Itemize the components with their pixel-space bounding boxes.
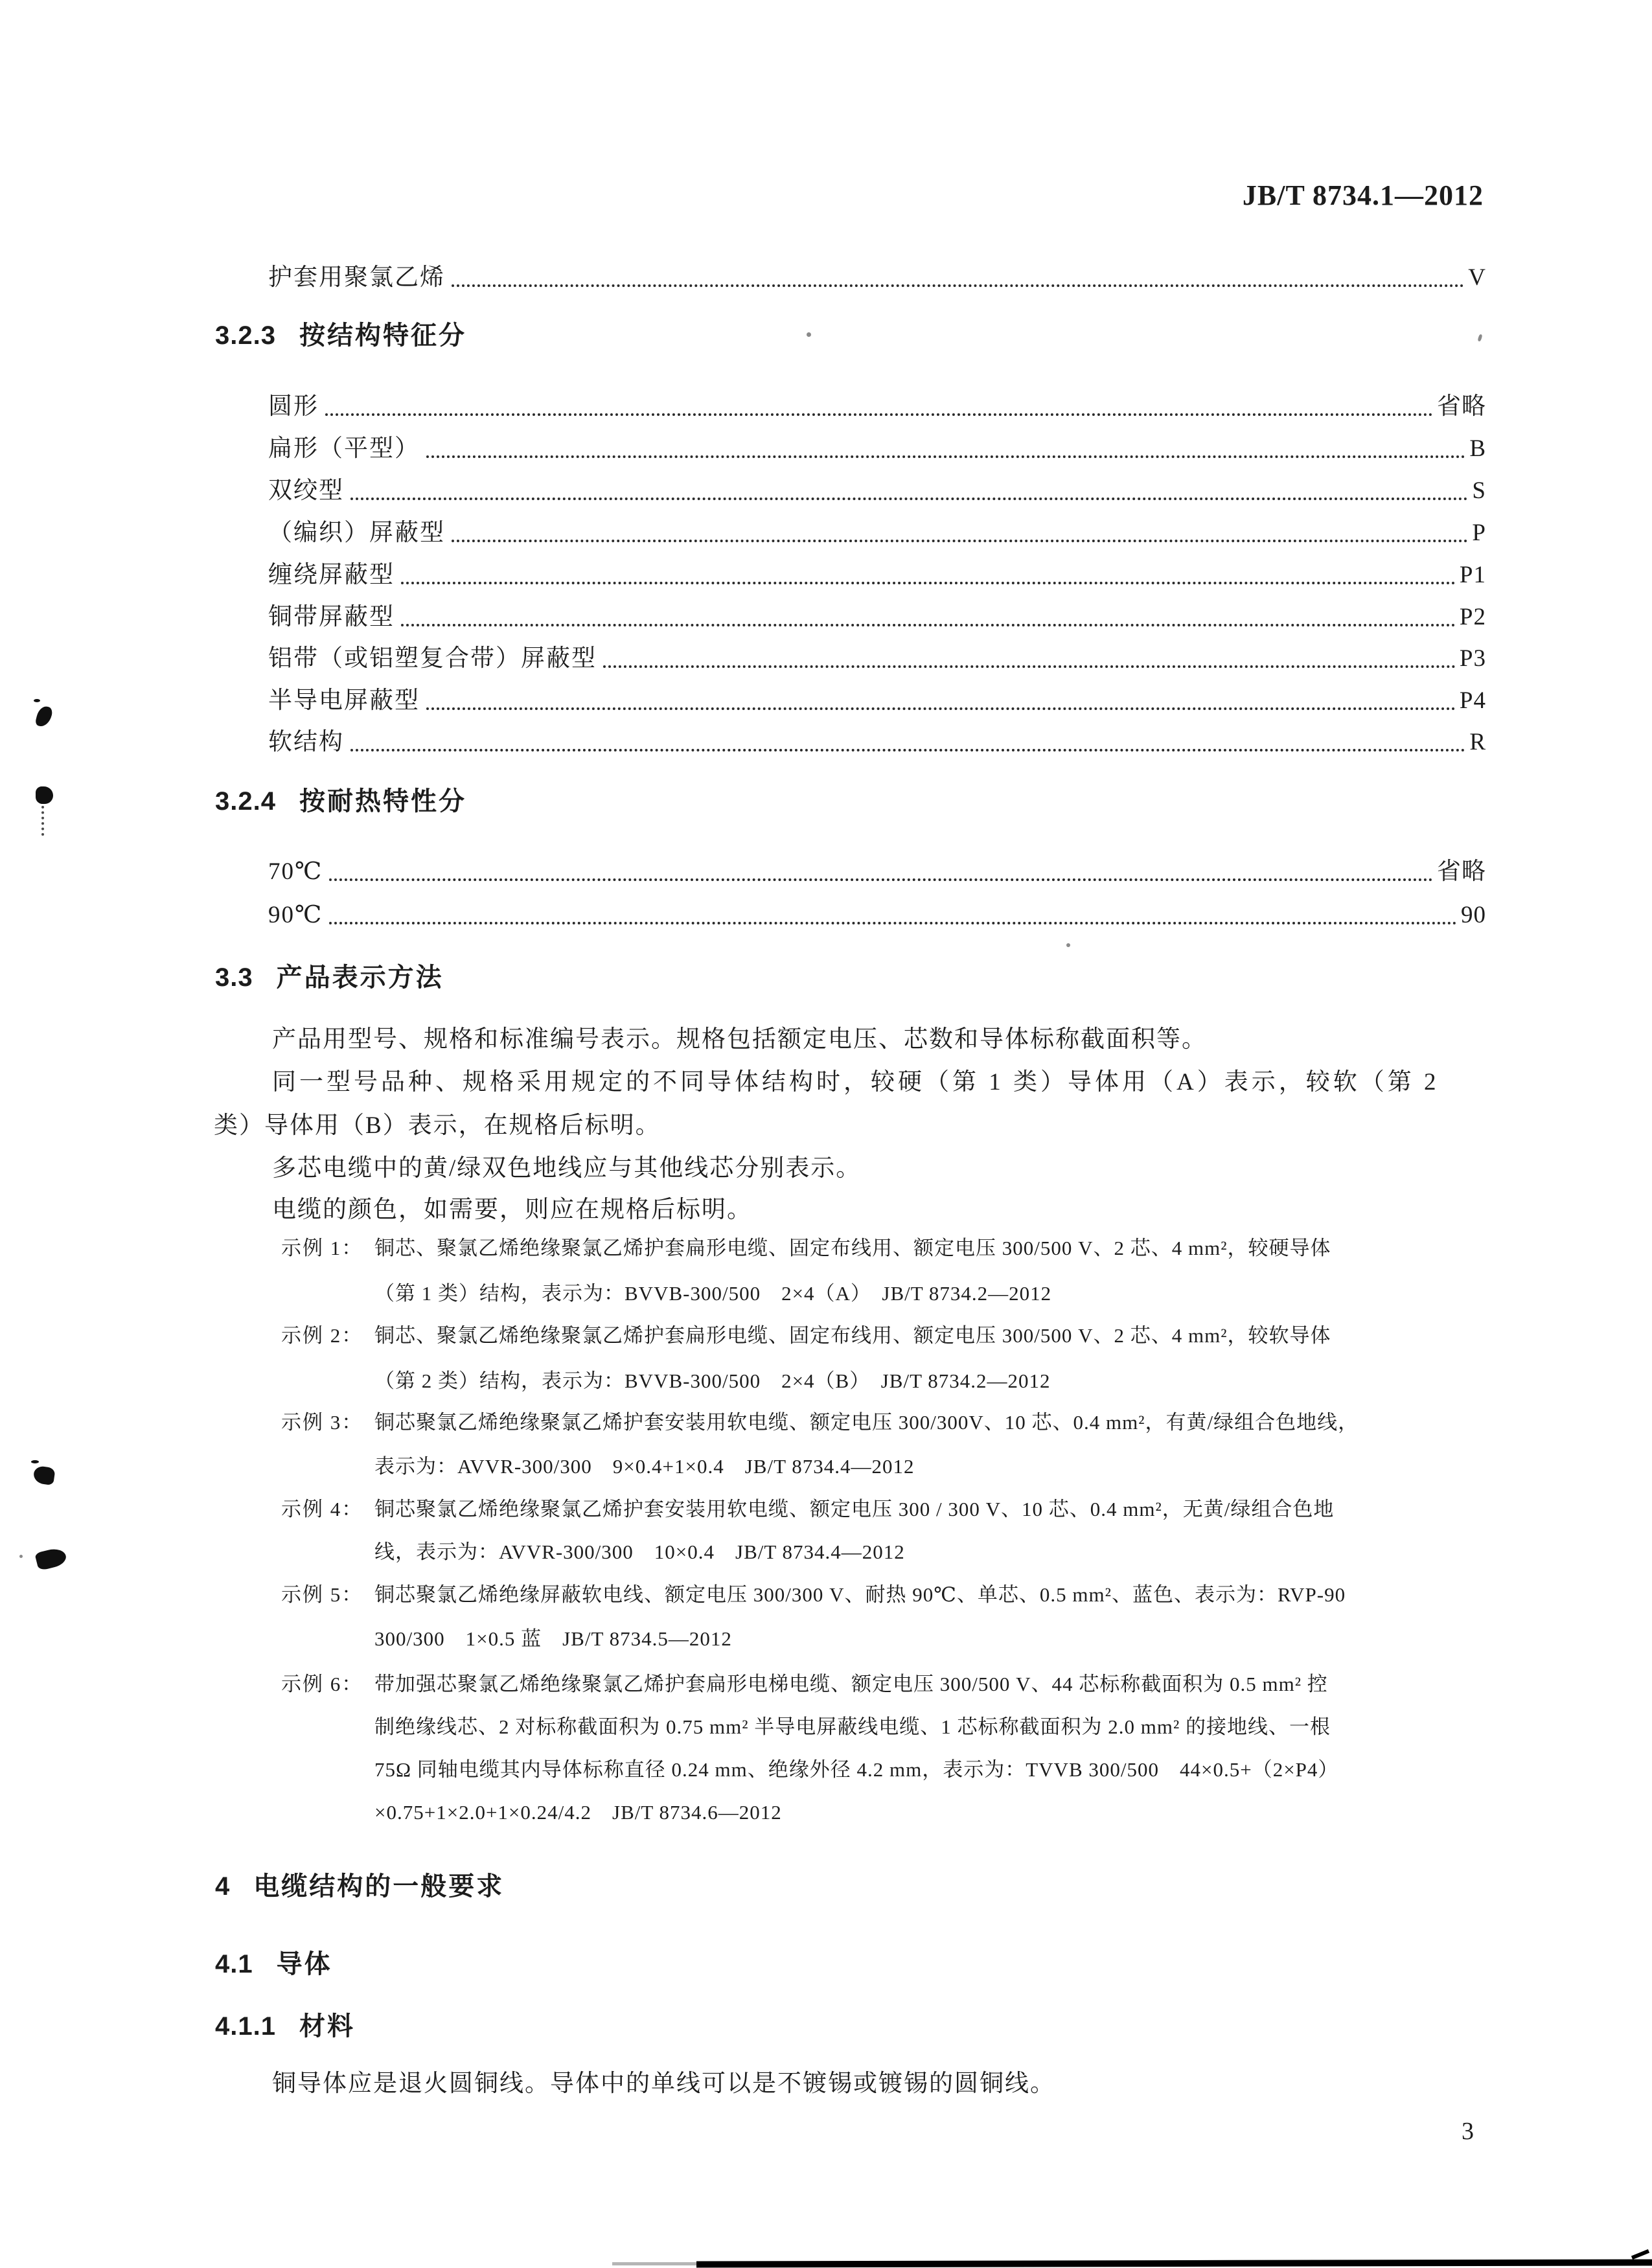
example-label: 示例 6： (281, 1673, 363, 1695)
section-title: 按结构特征分 (299, 321, 466, 350)
section-title: 导体 (276, 1950, 332, 1978)
code-entry (268, 727, 1486, 758)
scan-speck (807, 332, 811, 337)
example-line (281, 1581, 1346, 1609)
example-line: 300/300 1×0.5 蓝 JB/T 8734.5—2012 (374, 1627, 732, 1650)
ink-smudge (36, 786, 53, 804)
scan-edge-artifact (612, 2262, 700, 2265)
section-title: 材料 (299, 2012, 355, 2041)
example-line: （第 1 类）结构，表示为：BVVB-300/500 2×4（A） JB/T 8734.2—2012 (374, 1282, 1052, 1305)
dotted-leader (452, 284, 1464, 287)
toc-entry-value: V (1468, 264, 1486, 291)
code-entry (268, 602, 1486, 633)
example-label: 示例 1： (281, 1237, 363, 1259)
code-entry (268, 900, 1486, 931)
paragraph-line: 多芯电缆中的黄/绿双色地线应与其他线芯分别表示。 (272, 1155, 862, 1182)
page-number: 3 (1462, 2118, 1474, 2145)
scan-speck (1066, 943, 1070, 947)
code-entry-value: 90 (1461, 902, 1486, 928)
scan-speck (19, 1555, 23, 1558)
example-line: 75Ω 同轴电缆其内导体标称直径 0.24 mm、绝缘外径 4.2 mm，表示为：TVVB 300/500 44×0.5+（2×P4） (374, 1758, 1339, 1781)
paragraph-line: 类）导体用（B）表示，在规格后标明。 (214, 1112, 661, 1139)
ink-smudge (34, 699, 40, 702)
dotted-leader (401, 624, 1456, 626)
dotted-leader (426, 707, 1456, 710)
example-line: 表示为：AVVR-300/300 9×0.4+1×0.4 JB/T 8734.4—2012 (374, 1455, 915, 1478)
code-entry-value: 省略 (1437, 393, 1486, 420)
code-entry (268, 643, 1486, 674)
code-entry (268, 856, 1486, 888)
section-number: 4.1.1 (215, 2012, 276, 2041)
dotted-leader (426, 455, 1465, 458)
code-entry-label: 70℃ (268, 858, 323, 885)
code-entry-label: 半导电屏蔽型 (268, 687, 420, 714)
code-entry (268, 685, 1486, 716)
scan-edge-artifact (1631, 2249, 1649, 2260)
section-number: 3.2.3 (215, 321, 276, 350)
paragraph-line: 产品用型号、规格和标准编号表示。规格包括额定电压、芯数和导体标称截面积等。 (272, 1026, 1207, 1053)
example-text: 铜芯、聚氯乙烯绝缘聚氯乙烯护套扁形电缆、固定布线用、额定电压 300/500 V、2 芯、4 mm²，较硬导体 (374, 1237, 1331, 1259)
code-entry-value: 省略 (1437, 858, 1486, 885)
code-entry-label: 扁形（平型） (268, 435, 420, 462)
section-number: 3.3 (215, 963, 253, 992)
dotted-leader (350, 498, 1468, 500)
paragraph-line: 铜导体应是退火圆铜线。导体中的单线可以是不镀锡或镀锡的圆铜线。 (272, 2070, 1055, 2097)
example-line (281, 1495, 1334, 1524)
ink-smudge (34, 1546, 67, 1571)
section-title: 按耐热特性分 (299, 787, 466, 816)
example-line: 制绝缘线芯、2 对标称截面积为 0.75 mm² 半导电屏蔽线电缆、1 芯标称截面积为 2.0 mm² 的接地线、一根 (374, 1715, 1331, 1738)
code-entry (268, 518, 1486, 549)
scan-speck (1477, 334, 1482, 341)
ink-smudge (32, 1465, 55, 1485)
dotted-leader (350, 749, 1465, 751)
code-entry-label: （编织）屏蔽型 (268, 520, 445, 546)
section-heading-4-1 (215, 1949, 332, 1980)
paragraph-line: 电缆的颜色，如需要，则应在规格后标明。 (272, 1197, 752, 1223)
code-entry-value: P4 (1459, 687, 1486, 714)
example-line: （第 2 类）结构，表示为：BVVB-300/500 2×4（B） JB/T 8734.2—2012 (374, 1369, 1051, 1392)
code-entry-value: P2 (1459, 604, 1486, 630)
section-number: 3.2.4 (215, 787, 276, 816)
example-text: 铜芯聚氯乙烯绝缘聚氯乙烯护套安装用软电缆、额定电压 300/300V、10 芯、0.4 mm²，有黄/绿组合色地线， (374, 1411, 1359, 1434)
example-text: 铜芯、聚氯乙烯绝缘聚氯乙烯护套扁形电缆、固定布线用、额定电压 300/500 V、2 芯、4 mm²，较软导体 (374, 1324, 1331, 1347)
dotted-leader (452, 540, 1468, 542)
code-entry (268, 433, 1486, 464)
dotted-leader (329, 922, 1457, 924)
example-label: 示例 2： (281, 1324, 363, 1347)
example-line (281, 1234, 1331, 1263)
toc-entry (268, 262, 1486, 293)
code-entry-value: P (1472, 520, 1486, 546)
section-title: 电缆结构的一般要求 (253, 1872, 505, 1901)
code-entry-label: 铝带（或铝塑复合带）屏蔽型 (268, 645, 597, 672)
code-entry-label: 双绞型 (268, 477, 344, 504)
section-number: 4.1 (215, 1950, 253, 1978)
example-line (281, 1408, 1359, 1437)
example-line: 线，表示为：AVVR-300/300 10×0.4 JB/T 8734.4—2012 (374, 1541, 905, 1563)
code-entry-label: 90℃ (268, 902, 323, 928)
section-heading-3-3 (215, 962, 444, 993)
section-title: 产品表示方法 (276, 963, 444, 992)
example-label: 示例 4： (281, 1498, 363, 1520)
example-line (281, 1322, 1331, 1350)
section-heading-4-1-1 (215, 2011, 355, 2042)
example-label: 示例 3： (281, 1411, 363, 1434)
scan-edge-artifact (696, 2259, 1652, 2267)
section-number: 4 (215, 1872, 231, 1901)
paragraph-line: 同一型号品种、规格采用规定的不同导体结构时，较硬（第 1 类）导体用（A）表示，较软（第 2 (272, 1069, 1440, 1095)
code-entry-value: R (1469, 729, 1486, 755)
dotted-leader (401, 582, 1456, 584)
section-heading-3-2-4 (215, 786, 466, 817)
code-entry-value: B (1469, 435, 1486, 462)
code-entry (268, 475, 1486, 507)
doc-code-header: JB/T 8734.1—2012 (1242, 179, 1484, 211)
ink-smudge-tail (41, 806, 44, 836)
code-entry-label: 铜带屏蔽型 (268, 604, 395, 630)
code-entry-value: P1 (1459, 562, 1486, 588)
code-entry-value: P3 (1459, 645, 1486, 672)
ink-smudge (34, 705, 53, 728)
example-text: 铜芯聚氯乙烯绝缘屏蔽软电线、额定电压 300/300 V、耐热 90℃、单芯、0.5 mm²、蓝色、表示为：RVP-90 (374, 1583, 1346, 1606)
dotted-leader (329, 878, 1433, 881)
example-line: ×0.75+1×2.0+1×0.24/4.2 JB/T 8734.6—2012 (374, 1801, 782, 1824)
example-text: 铜芯聚氯乙烯绝缘聚氯乙烯护套安装用软电缆、额定电压 300 / 300 V、10 芯、0.4 mm²，无黄/绿组合色地 (374, 1498, 1335, 1520)
code-entry-value: S (1472, 477, 1486, 504)
dotted-leader (325, 413, 1433, 416)
section-heading-3-2-3 (215, 320, 466, 351)
code-entry-label: 软结构 (268, 729, 344, 755)
dotted-leader (603, 665, 1456, 668)
example-label: 示例 5： (281, 1583, 363, 1606)
example-text: 带加强芯聚氯乙烯绝缘聚氯乙烯护套扁形电梯电缆、额定电压 300/500 V、44 芯标称截面积为 0.5 mm² 控 (374, 1673, 1328, 1695)
code-entry-label: 缠绕屏蔽型 (268, 562, 395, 588)
toc-entry-label: 护套用聚氯乙烯 (268, 264, 445, 291)
ink-smudge (31, 1460, 39, 1463)
section-heading-4 (215, 1871, 504, 1902)
code-entry-label: 圆形 (268, 393, 319, 420)
example-line (281, 1670, 1328, 1699)
code-entry (268, 391, 1486, 422)
code-entry (268, 560, 1486, 591)
